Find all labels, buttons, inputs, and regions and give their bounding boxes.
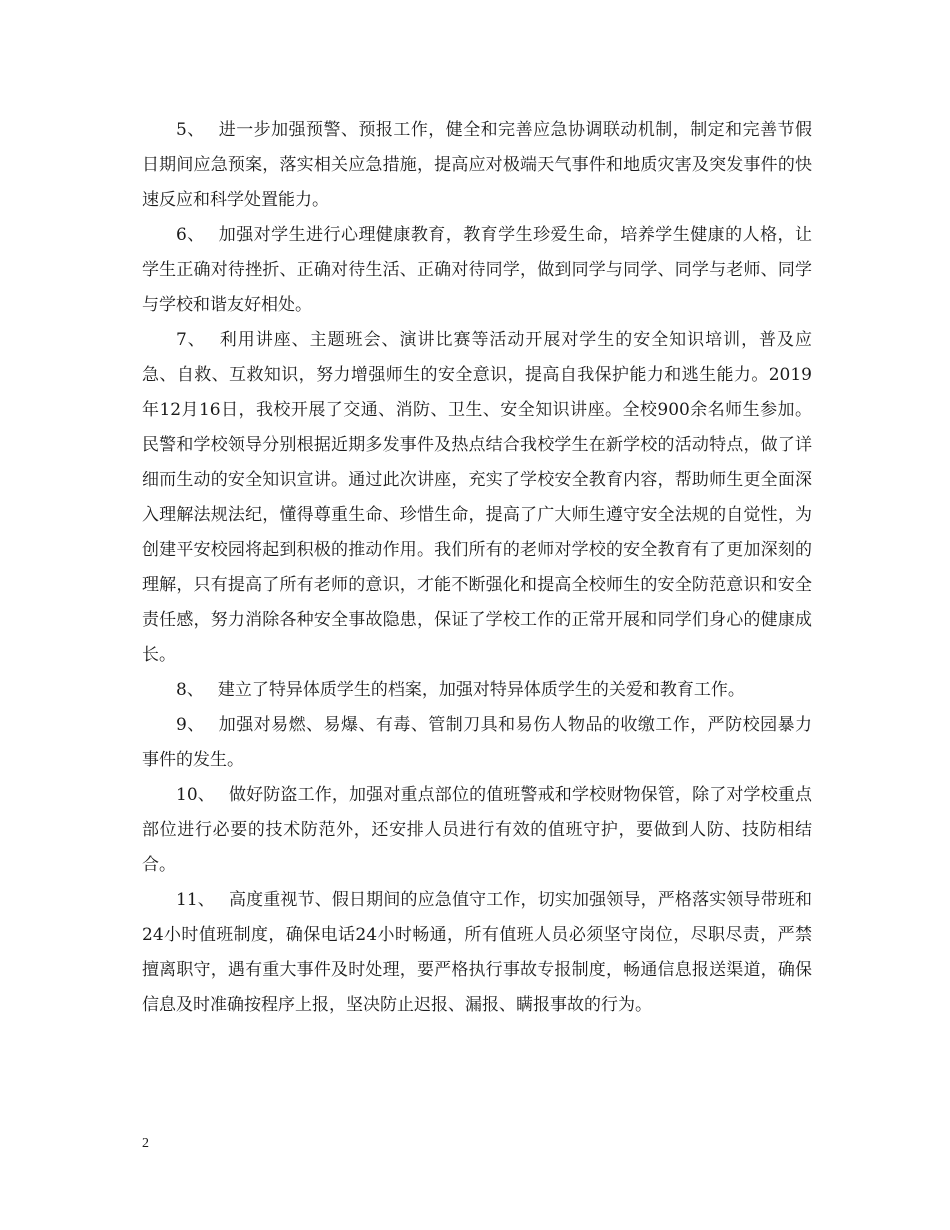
paragraph-item-10 [142,778,812,883]
paragraph-item-7 [142,323,812,673]
paragraph-item-8 [142,673,812,708]
paragraph-text: 做好防盗工作，加强对重点部位的值班警戒和学校财物保管，除了对学校重点部位进行必要的技术防范外，还安排人员进行有效的值班守护，要做到人防、技防相结合。 [142,785,813,875]
paragraph-item-9 [142,708,812,778]
paragraph-number: 5、 [176,120,205,140]
paragraph-number: 8、 [176,680,204,700]
paragraph-text: 建立了特异体质学生的档案，加强对特异体质学生的关爱和教育工作。 [217,680,745,700]
paragraph-text: 利用讲座、主题班会、演讲比赛等活动开展对学生的安全知识培训，普及应急、自救、互救知识，努力增强师生的安全意识，提高自我保护能力和逃生能力。2019年12月16日，我校开展了交通、消防、卫生、安全知识讲座。全校900余名师生参加。民警和学校领导分别根据近期多发事件及热点结合我校学生在新学校的活动特点，做了详细而生动的安全知识宣讲。通过此次讲座，充实了学校安全教育内容，帮助师生更全面深入理解法规法纪，懂得尊重生命、珍惜生命，提高了广大师生遵守安全法规的自觉性，为创建平安校园将起到积极的推动作用。我们所有的老师对学校的安全教育有了更加深刻的理解，只有提高了所有老师的意识，才能不断强化和提高全校师生的安全防范意识和安全责任感，努力消除各种安全事故隐患，保证了学校工作的正常开展和同学们身心的健康成长。 [142,330,813,665]
paragraph-item-6 [142,218,812,323]
paragraph-number: 6、 [176,225,205,245]
paragraph-text: 加强对学生进行心理健康教育，教育学生珍爱生命，培养学生健康的人格，让学生正确对待挫折、正确对待生活、正确对待同学，做到同学与同学、同学与老师、同学与学校和谐友好相处。 [142,225,812,315]
paragraph-number: 7、 [176,330,206,350]
paragraph-text: 加强对易燃、易爆、有毒、管制刀具和易伤人物品的收缴工作，严防校园暴力事件的发生。 [142,715,812,770]
document-body [142,113,812,1023]
page-number: 2 [142,1136,149,1151]
paragraph-text: 高度重视节、假日期间的应急值守工作，切实加强领导，严格落实领导带班和24小时值班制度，确保电话24小时畅通，所有值班人员必须坚守岗位，尽职尽责，严禁擅离职守，遇有重大事件及时处理，要严格执行事故专报制度，畅通信息报送渠道，确保信息及时准确按程序上报，坚决防止迟报、漏报、瞒报事故的行为。 [142,890,813,1015]
paragraph-number: 10、 [176,785,215,805]
paragraph-number: 11、 [176,890,215,910]
paragraph-item-5 [142,113,812,218]
paragraph-text: 进一步加强预警、预报工作，健全和完善应急协调联动机制，制定和完善节假日期间应急预案，落实相关应急措施，提高应对极端天气事件和地质灾害及突发事件的快速反应和科学处置能力。 [142,120,812,210]
paragraph-item-11 [142,883,812,1023]
paragraph-number: 9、 [176,715,205,735]
